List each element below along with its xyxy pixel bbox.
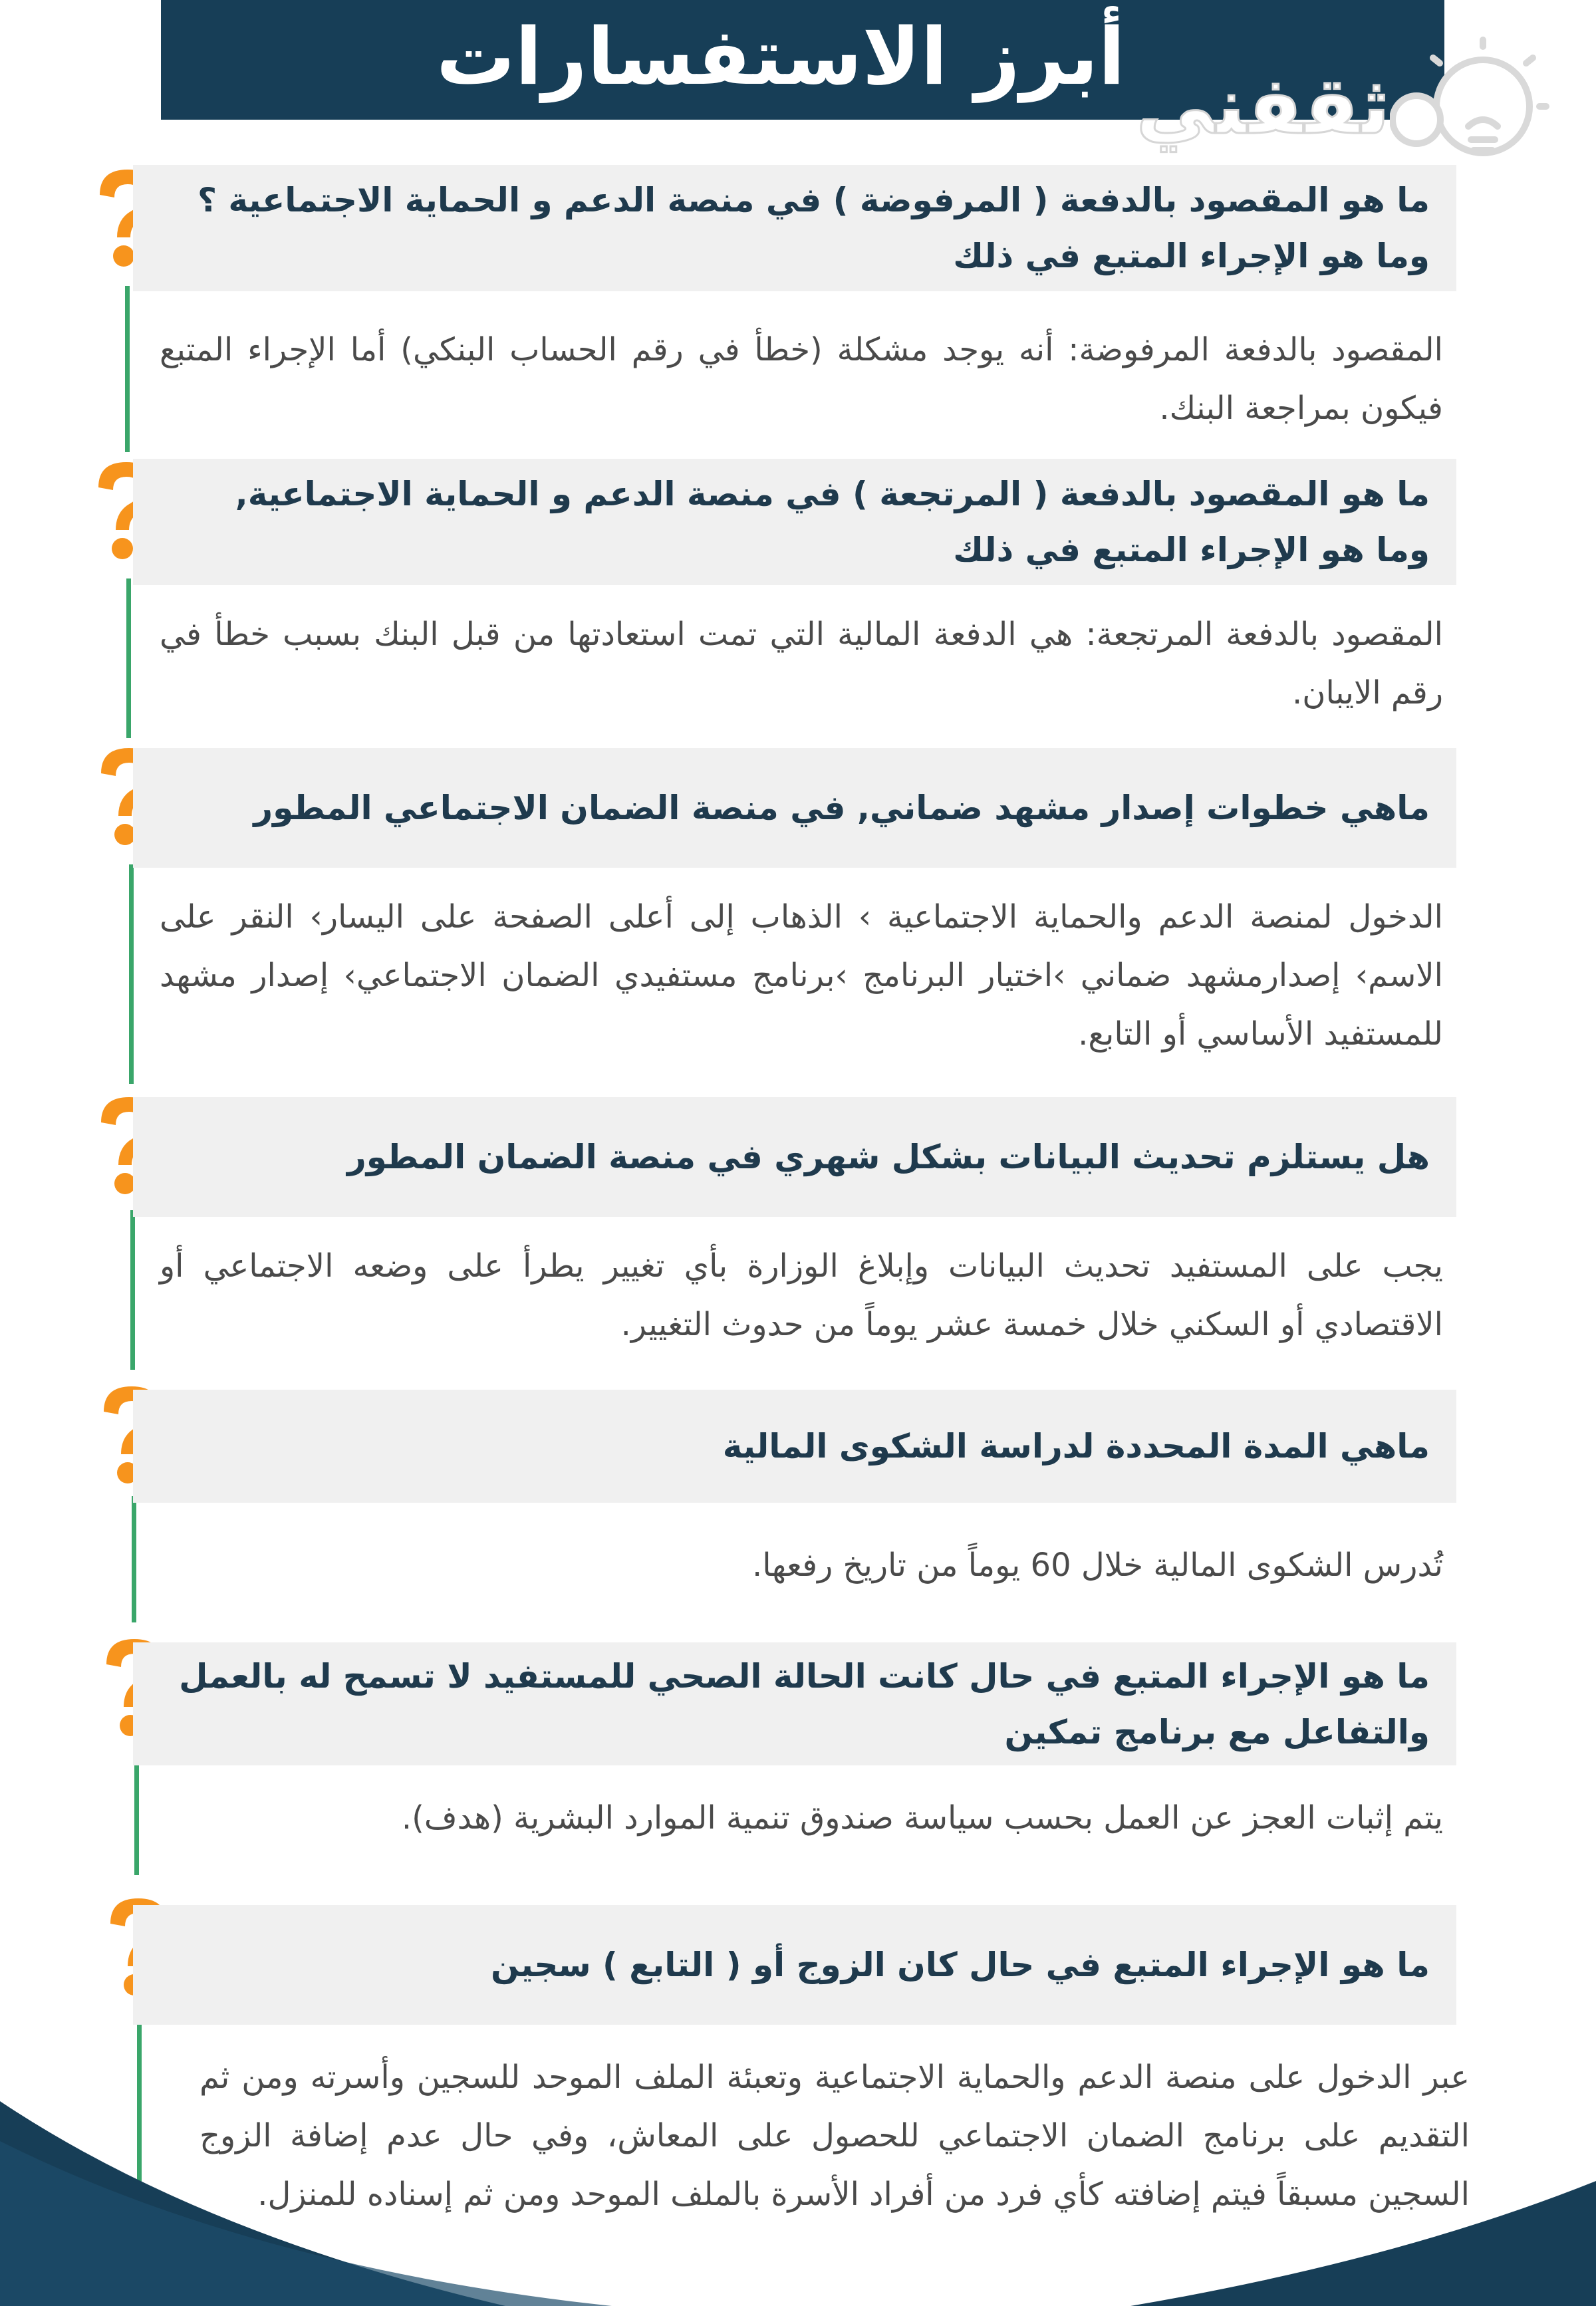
question-box (133, 748, 1456, 868)
question-text: ماهي خطوات إصدار مشهد ضماني, في منصة الضمان الاجتماعي المطور (253, 789, 1430, 827)
question-text: هل يستلزم تحديث البيانات بشكل شهري في منصة الضمان المطور (346, 1138, 1430, 1176)
timeline-line (130, 1210, 135, 1370)
answer-text: يجب على المستفيد تحديث البيانات وإبلاغ الوزارة بأي تغيير يطرأ على وضعه الاجتماعي أو الاقتصادي أو السكني خلال خمسة عشر يوماً من حدوث التغيير. (160, 1247, 1443, 1343)
question-box (133, 1905, 1456, 2025)
question-box (133, 1642, 1456, 1765)
question-box (133, 1097, 1456, 1217)
brand-logo-text: ثقفني (1136, 60, 1390, 152)
question-text: ماهي المدة المحددة لدراسة الشكوى المالية (722, 1427, 1430, 1466)
decorative-wave (0, 2061, 1596, 2306)
timeline-line (132, 1496, 136, 1622)
question-box (133, 165, 1456, 291)
answer-text: يتم إثبات العجز عن العمل بحسب سياسة صندوق تنمية الموارد البشرية (هدف). (401, 1799, 1443, 1837)
answer-text: المقصود بالدفعة المرتجعة: هي الدفعة المالية التي تمت استعادتها من قبل البنك بسبب خطأ في رقم الايبان. (160, 616, 1443, 711)
page-title: أبرز الاستفسارات (436, 11, 1125, 102)
timeline-line (126, 578, 131, 738)
answer-text: المقصود بالدفعة المرفوضة: أنه يوجد مشكلة (خطأ في رقم الحساب البنكي) أما الإجراء المتبع فيكون بمراجعة البنك. (160, 331, 1443, 427)
answer-text: الدخول لمنصة الدعم والحماية الاجتماعية › الذهاب إلى أعلى الصفحة على اليسار› النقر على الاسم› إصدارمشهد ضماني ›اختيار البرنامج ›برنامج مستفيدي الضمان الاجتماعي› إصدار مشهد للمستفيد الأساسي أو التابع. (160, 898, 1443, 1053)
question-text: ما هو الإجراء المتبع في حال كانت الحالة الصحي للمستفيد لا تسمح له بالعمل والتفاعل مع برنامج تمكين (179, 1656, 1430, 1751)
answer-text: تُدرس الشكوى المالية خلال 60 يوماً من تاريخ رفعها. (751, 1547, 1443, 1584)
question-box (133, 1390, 1456, 1503)
question-text: ما هو الإجراء المتبع في حال كان الزوج أو ( التابع ) سجين (491, 1946, 1430, 1984)
question-box (133, 459, 1456, 585)
question-text: ما هو المقصود بالدفعة ( المرتجعة ) في منصة الدعم و الحماية الاجتماعية, وما هو الإجراء المتبع في ذلك (235, 475, 1430, 569)
lightbulb-icon (1390, 33, 1549, 180)
answer-text: عبر الدخول على منصة الدعم والحماية الاجتماعية وتعبئة الملف الموحد للسجين وأسرته ومن ثم التقديم على برنامج الضمان الاجتماعي للحصول على المعاش، وفي حال عدم إضافة الزوج السجين مسبقاً فيتم إضافته كأي فرد من أفراد الأسرة بالملف الموحد ومن ثم إسناده للمنزل. (200, 2059, 1470, 2213)
timeline-line (129, 864, 134, 1084)
brand-logo (1037, 33, 1569, 180)
question-text: ما هو المقصود بالدفعة ( المرفوضة ) في منصة الدعم و الحماية الاجتماعية ؟ وما هو الإجراء المتبع في ذلك (197, 181, 1430, 275)
timeline-line (125, 286, 130, 452)
